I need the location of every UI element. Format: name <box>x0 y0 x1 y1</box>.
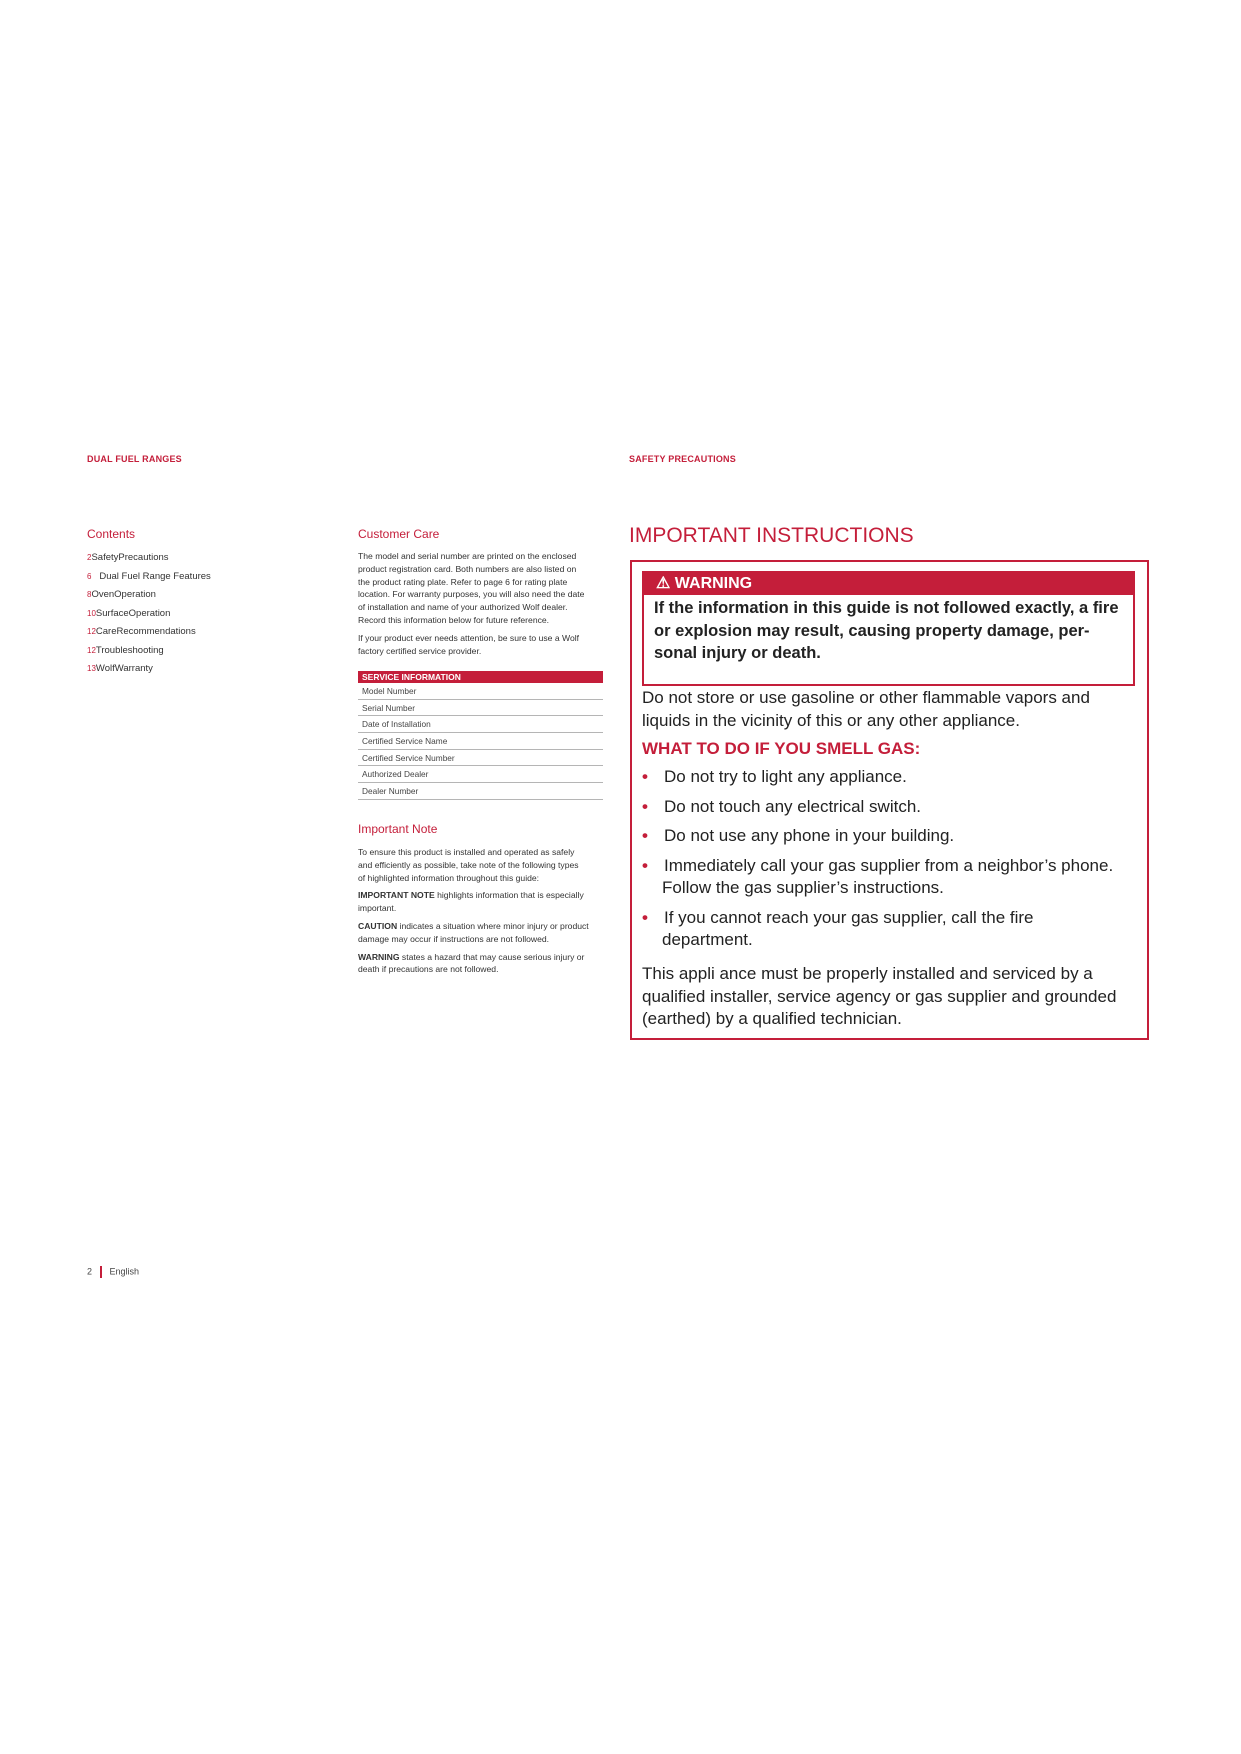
service-info-row[interactable]: Certified Service Name <box>358 733 603 750</box>
toc-item[interactable]: 2SafetyPrecautions <box>87 552 169 563</box>
contents-list <box>87 549 287 679</box>
right-page-header: SAFETY PRECAUTIONS <box>629 454 736 464</box>
customer-care-title: Customer Care <box>358 527 440 541</box>
toc-item[interactable]: 12CareRecommendations <box>87 626 196 637</box>
toc-item[interactable]: 8OvenOperation <box>87 589 156 600</box>
page-title: IMPORTANT INSTRUCTIONS <box>629 524 914 547</box>
smell-gas-heading: WHAT TO DO IF YOU SMELL GAS: <box>642 739 921 758</box>
service-info-row[interactable]: Dealer Number <box>358 783 603 800</box>
footer-divider <box>100 1266 102 1278</box>
list-item: • Do not touch any electrical switch. <box>642 796 922 816</box>
warning-icon: ⚠ <box>656 575 671 592</box>
page-number: 2 <box>87 1266 93 1277</box>
service-info-row[interactable]: Date of Installation <box>358 716 603 733</box>
warning-box <box>642 571 1135 686</box>
warning-header: ⚠ WARNING <box>644 573 1133 595</box>
toc-item[interactable]: 12Troubleshooting <box>87 644 164 656</box>
service-info-row[interactable]: Serial Number <box>358 700 603 717</box>
service-info-header: SERVICE INFORMATION <box>358 671 603 683</box>
service-info-row[interactable]: Certified Service Number <box>358 750 603 767</box>
installation-text: This appli ance must be properly installed and serviced by a qualified installer, service agency or gas supplier and grounded (earthed) by a qualified technician. <box>642 964 1117 1028</box>
customer-care-text: The model and serial number are printed on the enclosed product registration card. Both numbers are also listed on the product rating plate. Refer to page 6 for rating plate location. For warranty purposes, you will also need the date of installation and name of your authorized Wolf dealer. Record this information below for future reference. If your product ever needs attention, be sure to use a Wolf factory certified service provider. <box>358 551 585 656</box>
list-item: • Immediately call your gas supplier from a neighbor’s phone. Follow the gas supplier’s instructions. <box>642 855 1114 897</box>
service-info-row[interactable]: Model Number <box>358 683 603 700</box>
important-note-text: To ensure this product is installed and operated as safely and efficiently as possible, take note of the following types of highlighted information throughout this guide: IMPORTANT NOTE highlights information that is especially important. CAUTION indicates a situation where minor injury or product damage may occur if instructions are not followed. WARNING states a hazard that may cause serious injury or death if precautions are not followed. <box>358 847 589 975</box>
left-page-header: DUAL FUEL RANGES <box>87 454 182 464</box>
page-footer <box>87 1266 139 1278</box>
storage-warning-text: Do not store or use gasoline or other flammable vapors and liquids in the vicinity of this or any other appliance. <box>642 688 1090 730</box>
toc-item[interactable]: 6 Dual Fuel Range Features <box>87 570 211 582</box>
list-item: • If you cannot reach your gas supplier, call the fire department. <box>642 907 1034 949</box>
toc-item[interactable]: 13WolfWarranty <box>87 663 153 674</box>
contents-title: Contents <box>87 527 136 541</box>
gas-bullet-list <box>642 766 1147 952</box>
warning-text: If the information in this guide is not followed exactly, a fire or explosion may result, causing property damage, per- sonal injury or death. <box>654 599 1119 662</box>
toc-item[interactable]: 10SurfaceOperation <box>87 607 171 619</box>
important-note-title: Important Note <box>358 822 438 836</box>
list-item: • Do not use any phone in your building. <box>642 826 955 845</box>
list-item: • Do not try to light any appliance. <box>642 767 907 786</box>
footer-language: English <box>109 1266 140 1277</box>
service-info-table <box>358 671 603 800</box>
service-info-row[interactable]: Authorized Dealer <box>358 766 603 783</box>
important-instructions-box <box>630 560 1149 1040</box>
